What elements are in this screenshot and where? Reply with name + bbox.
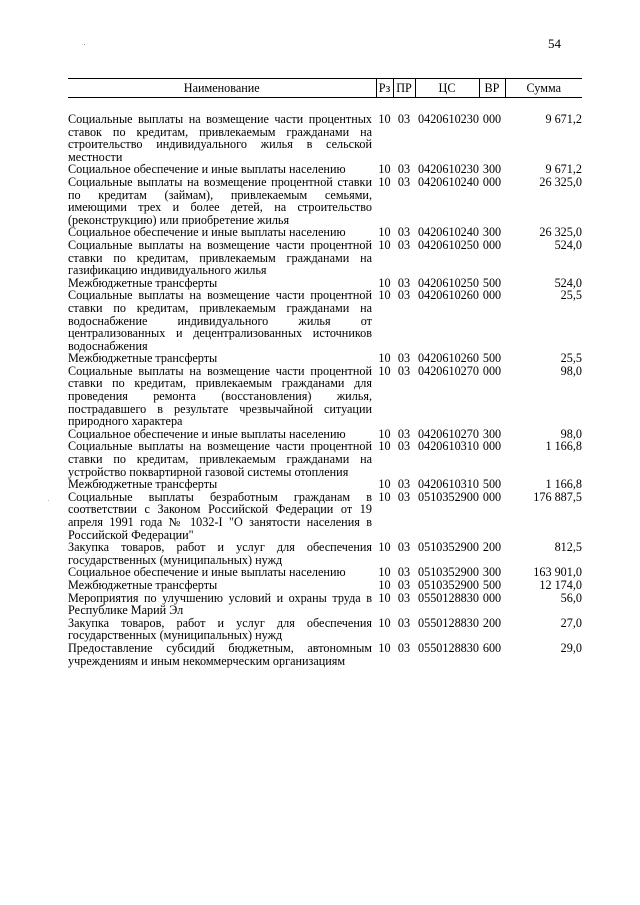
row-name: Межбюджетные трансферты [68,275,218,290]
row-pr: 03 [397,363,411,378]
row-vr: 500 [482,577,502,592]
row-rz: 10 [378,640,391,655]
row-cs: 0420610310 [418,477,479,492]
row-vr: 300 [482,426,502,441]
row-vr: 200 [482,540,502,555]
row-cs: 0420610250 [418,237,479,252]
row-sum: 25,5 [560,288,582,303]
row-vr: 000 [482,288,502,303]
row-rz: 10 [378,577,391,592]
table-row [68,541,582,566]
row-cs: 0550128830 [418,590,479,605]
row-name: Социальные выплаты на возмещение части процентной ставки по кредитам, привлекаемым гражданами на водоснабжение индивидуального жилья от централизованных и децентрализованных источников водоснабжения [68,288,372,353]
row-pr: 03 [397,489,411,504]
header-pr: ПР [393,79,415,98]
page-number: 54 [548,36,561,51]
row-pr: 03 [397,439,411,454]
row-vr: 300 [482,565,502,580]
row-pr: 03 [397,162,411,177]
row-sum: 98,0 [560,426,582,441]
row-rz: 10 [378,615,391,630]
row-rz: 10 [378,162,391,177]
row-vr: 500 [482,477,502,492]
row-name: Социальные выплаты на возмещение части процентной ставки по кредитам, привлекаемым гражданами на устройство поквартирной газовой системы отопления [68,439,372,479]
row-sum: 163 901,0 [533,565,582,580]
row-vr: 000 [482,590,502,605]
row-name: Социальное обеспечение и иные выплаты населению [68,225,346,240]
table-header [68,79,582,98]
row-vr: 600 [482,640,502,655]
header-row [68,79,582,98]
row-sum: 1 166,8 [545,477,582,492]
row-cs: 0510352900 [418,489,479,504]
row-pr: 03 [397,351,411,366]
row-rz: 10 [378,112,391,126]
row-vr: 000 [482,489,502,504]
row-vr: 000 [482,363,502,378]
row-sum: 56,0 [560,590,582,605]
row-rz: 10 [378,477,391,492]
row-rz: 10 [378,174,391,189]
table-row [68,579,582,592]
row-pr: 03 [397,237,411,252]
scan-speck [84,44,85,45]
row-cs: 0420610230 [418,112,479,126]
row-name: Социальные выплаты на возмещение процентной ставки по кредитам (займам), привлекаемым семьями, имеющими трех и более детей, на строительство (реконструкцию) или приобретение жилья [68,174,372,227]
row-cs: 0420610270 [418,426,479,441]
table-row [68,289,582,352]
row-cs: 0510352900 [418,565,479,580]
row-name: Социальное обеспечение и иные выплаты населению [68,426,346,441]
row-vr: 500 [482,275,502,290]
row-vr: 500 [482,351,502,366]
table-row [68,239,582,277]
row-sum: 524,0 [554,275,582,290]
row-name: Социальные выплаты на возмещение части процентной ставки по кредитам, привлекаемым гражданами для проведения ремонта (восстановления) жилья, пострадавшего в результате чрезвычайной ситуации природного характера [68,363,372,429]
row-pr: 03 [397,590,411,605]
header-vr: ВР [479,79,505,98]
row-sum: 812,5 [554,540,582,555]
table-row [68,617,582,642]
row-cs: 0550128830 [418,640,479,655]
row-vr: 000 [482,237,502,252]
row-sum: 98,0 [560,363,582,378]
row-pr: 03 [397,112,411,126]
row-rz: 10 [378,275,391,290]
row-name: Предоставление субсидий бюджетным, автономным учреждениям и иным некоммерческим организациям [68,640,372,668]
scan-speck [48,500,49,501]
row-pr: 03 [397,565,411,580]
header-cs: ЦС [415,79,479,98]
row-sum: 1 166,8 [545,439,582,454]
row-rz: 10 [378,439,391,454]
row-name: Мероприятия по улучшению условий и охраны труда в Республике Марий Эл [68,590,372,618]
row-pr: 03 [397,288,411,303]
row-cs: 0420610250 [418,275,479,290]
row-pr: 03 [397,275,411,290]
row-cs: 0420610310 [418,439,479,454]
table-row [68,176,582,226]
row-cs: 0510352900 [418,577,479,592]
row-vr: 000 [482,112,502,126]
row-rz: 10 [378,237,391,252]
table-body [68,98,582,668]
row-rz: 10 [378,351,391,366]
row-pr: 03 [397,477,411,492]
row-sum: 29,0 [560,640,582,655]
row-name: Межбюджетные трансферты [68,351,218,366]
table-row [68,592,582,617]
row-rz: 10 [378,565,391,580]
header-name: Наименование [68,79,376,98]
row-cs: 0420610230 [418,162,479,177]
header-rz: Рз [376,79,393,98]
row-sum: 9 671,2 [545,112,582,126]
row-name: Закупка товаров, работ и услуг для обеспечения государственных (муниципальных) нужд [68,540,372,567]
row-pr: 03 [397,640,411,655]
row-rz: 10 [378,225,391,240]
row-name: Социальные выплаты на возмещение части процентных ставок по кредитам, привлекаемым гражданами на строительство индивидуального жилья в сельской местности [68,112,372,164]
row-rz: 10 [378,288,391,303]
row-pr: 03 [397,174,411,189]
row-sum: 176 887,5 [533,489,582,504]
row-cs: 0420610260 [418,351,479,366]
row-pr: 03 [397,577,411,592]
row-pr: 03 [397,426,411,441]
header-gap [68,98,582,114]
row-name: Закупка товаров, работ и услуг для обеспечения государственных (муниципальных) нужд [68,615,372,643]
table-row [68,352,582,365]
row-name: Социальные выплаты на возмещение части процентной ставки по кредитам, привлекаемым гражданами на газификацию индивидуального жилья [68,237,372,278]
row-cs: 0420610260 [418,288,479,303]
row-vr: 200 [482,615,502,630]
row-sum: 524,0 [554,237,582,252]
table-row [68,440,582,478]
row-name: Социальные выплаты безработным гражданам в соответствии с Законом Российской Федерации от 19 апреля 1991 года № 1032-I "О занятости населения в Российской Федерации" [68,489,372,542]
row-cs: 0420610270 [418,363,479,378]
table-row [68,478,582,491]
row-pr: 03 [397,225,411,240]
table-row [68,365,582,428]
row-vr: 000 [482,174,502,189]
row-vr: 000 [482,439,502,454]
table-row [68,113,582,163]
row-pr: 03 [397,540,411,555]
row-rz: 10 [378,590,391,605]
row-cs: 0420610240 [418,225,479,240]
row-name: Социальное обеспечение и иные выплаты населению [68,565,346,580]
row-vr: 300 [482,225,502,240]
row-cs: 0510352900 [418,540,479,555]
table-row [68,491,582,541]
row-rz: 10 [378,363,391,378]
row-name: Межбюджетные трансферты [68,477,218,492]
row-name: Межбюджетные трансферты [68,577,218,592]
row-cs: 0550128830 [418,615,479,630]
budget-table [68,78,582,667]
table-row [68,642,582,667]
row-pr: 03 [397,615,411,630]
row-rz: 10 [378,489,391,504]
row-vr: 300 [482,162,502,177]
row-sum: 25,5 [560,351,582,366]
row-rz: 10 [378,426,391,441]
header-sum: Сумма [505,79,582,98]
row-rz: 10 [378,540,391,555]
row-name: Социальное обеспечение и иные выплаты населению [68,162,346,177]
row-sum: 26 325,0 [539,225,582,240]
row-sum: 27,0 [560,615,582,630]
row-sum: 9 671,2 [545,162,582,177]
row-sum: 26 325,0 [539,174,582,189]
row-sum: 12 174,0 [539,577,582,592]
row-cs: 0420610240 [418,174,479,189]
